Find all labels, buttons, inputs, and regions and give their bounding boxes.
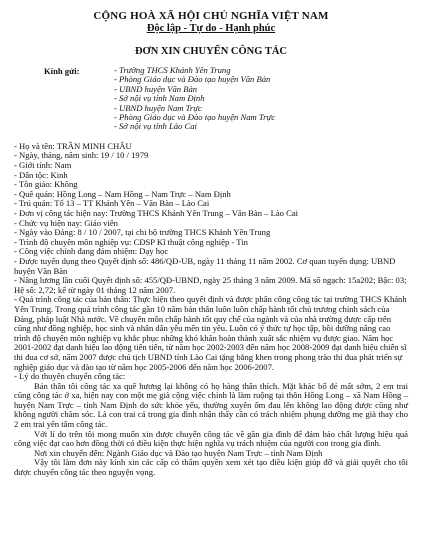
info-line: - Trú quán: Tổ 13 – TT Khánh Yên – Văn Bàn – Lào Cai	[14, 198, 210, 209]
info-line: - Đơn vị công tác hiện nay: Trường THCS Khánh Yên Trung – Văn Bàn – Lào Cai	[14, 208, 299, 218]
body-paragraph: Nơi xin chuyển đến: Ngành Giáo dục và Đào tạo huyện Nam Trực – tỉnh Nam Định	[34, 447, 323, 458]
recipient-item: - Phòng Giáo dục và Đào tạo huyện Nam Trực	[114, 112, 276, 123]
recipients-label: Kính gửi:	[44, 66, 80, 76]
info-line: - Giới tính: Nam	[14, 160, 72, 171]
document-title: ĐƠN XIN CHUYỂN CÔNG TÁC	[134, 46, 288, 57]
recipients-list	[114, 66, 275, 132]
recipient-item: - Trường THCS Khánh Yên Trung	[114, 65, 231, 75]
info-line: - Nâng lương lần cuối Quyết định số: 455/QĐ-UBND, ngày 25 tháng 3 năm 2009. Mã số ngạch: 15a202; Bậc: 03; Hệ số: 2,72; kể từ ngày 01 tháng 12 năm 2007.	[14, 275, 407, 295]
document-header	[14, 10, 408, 57]
recipient-item: - Phòng Giáo dục và Đào tạo huyện Văn Bàn	[114, 74, 271, 85]
recipient-item: - Sở nội vụ tỉnh Lào Cai	[114, 121, 197, 132]
info-line: - Họ và tên: TRẦN MINH CHÂU	[14, 140, 132, 151]
recipients-block	[14, 66, 408, 132]
info-line: - Quá trình công tác của bản thân: Thực hiện theo quyết định và được phân công công tác tại trường THCS Khánh Yên Trung. Trong quá trình công tác gần 10 năm bản thân luôn luôn chấp hành tốt chủ trương chính sách của Đảng, pháp luật Nhà nước. Về chuyên môn chấp hành tốt quy chế của ngành và của nhà trường được cấp trên cũng như đồng nghiệp, học sinh và nhân dân yêu mến tin yêu. Luôn có ý thức tự học tập, bồi dưỡng nâng cao trình độ chuyên môn nghiệp vụ khắc phục những khó khăn hoàn thành xuất sắc nhiệm vụ được giao. Năm học 2001-2002 đạt danh hiệu lao động tiên tiến, từ năm học 2002-2003 đến năm học 2008-2009 đạt danh hiệu chiến sĩ thi đua cơ sở, năm 2007 được chủ tịch UBND tỉnh Lào Cai tặng bằng khen trong phong trào thi đua phát triển sự nghiệp giáo dục và đào tạo từ năm học 2005-2006 đến năm học 2006-2007.	[14, 294, 407, 372]
info-line: - Công việc chính đang đảm nhiệm: Dạy học	[14, 246, 169, 257]
recipient-item: - UBND huyện Nam Trực	[114, 102, 202, 113]
motto: Độc lập - Tự do - Hạnh phúc	[146, 23, 276, 34]
applicant-info	[14, 142, 408, 478]
info-line: - Ngày vào Đảng: 8 / 10 / 2007, tại chi bộ trường THCS Khánh Yên Trung	[14, 227, 271, 238]
info-line: - Tôn giáo: Không	[14, 179, 78, 190]
body-paragraph: Vậy tôi làm đơn này kính xin các cấp có thẩm quyền xem xét tạo điều kiện giúp đỡ và giải quyết cho tôi được chuyển công tác theo nguyện vọng.	[14, 457, 408, 478]
nation-title: CỘNG HOÀ XÃ HỘI CHỦ NGHĨA VIỆT NAM	[93, 10, 329, 22]
info-line: - Chức vụ hiện nay: Giáo viên	[14, 217, 118, 228]
info-line: - Trình độ chuyên môn nghiệp vụ: CĐSP Kĩ thuật công nghiệp - Tin	[14, 236, 248, 247]
info-line: - Quê quán: Hồng Long – Nam Hồng – Nam Trực – Nam Định	[14, 188, 231, 199]
info-line: - Được tuyển dụng theo Quyết định số: 486/QĐ-UB, ngày 11 tháng 11 năm 2002. Cơ quan tuyển dụng: UBND huyện Văn Bàn	[14, 255, 396, 276]
recipient-item: - UBND huyện Văn Bàn	[114, 83, 198, 94]
body-paragraph: Với lí do trên tôi mong muốn xin được chuyển công tác về gần gia đình để đảm bảo chất lượng hiệu quả công việc đạt cao hơn đồng thời có điều kiện thực hiện nghĩa vụ trách nhiệm của người con trong gia đình.	[14, 428, 408, 449]
recipient-item: - Sở nội vụ tỉnh Nam Định	[114, 93, 205, 104]
info-line: - Dân tộc: Kinh	[14, 169, 68, 180]
info-line: - Ngày, tháng, năm sinh: 19 / 10 / 1979	[14, 150, 149, 161]
info-line: - Lý do thuyên chuyển công tác:	[14, 371, 126, 382]
body-paragraph: Bản thân tôi công tác xa quê hương lại không có họ hàng thân thích. Mặt khác bố đẻ mất sớm, 2 em trai cũng công tác ở xa, hiện nay con một mẹ già cộng việc chính là làm ruộng tại thôn Hồng Long – xã Nam Hồng – huyện Nam Trực – tỉnh Nam Định do sức khỏe yếu, thường xuyên ốm đau lên không lao động được cũng như không người chăm sóc. Là con trai cả trong gia đình nhận thấy cần có trách nhiệm phụng dưỡng mẹ già thay cho 2 em trai yên tâm công tác.	[14, 380, 408, 430]
